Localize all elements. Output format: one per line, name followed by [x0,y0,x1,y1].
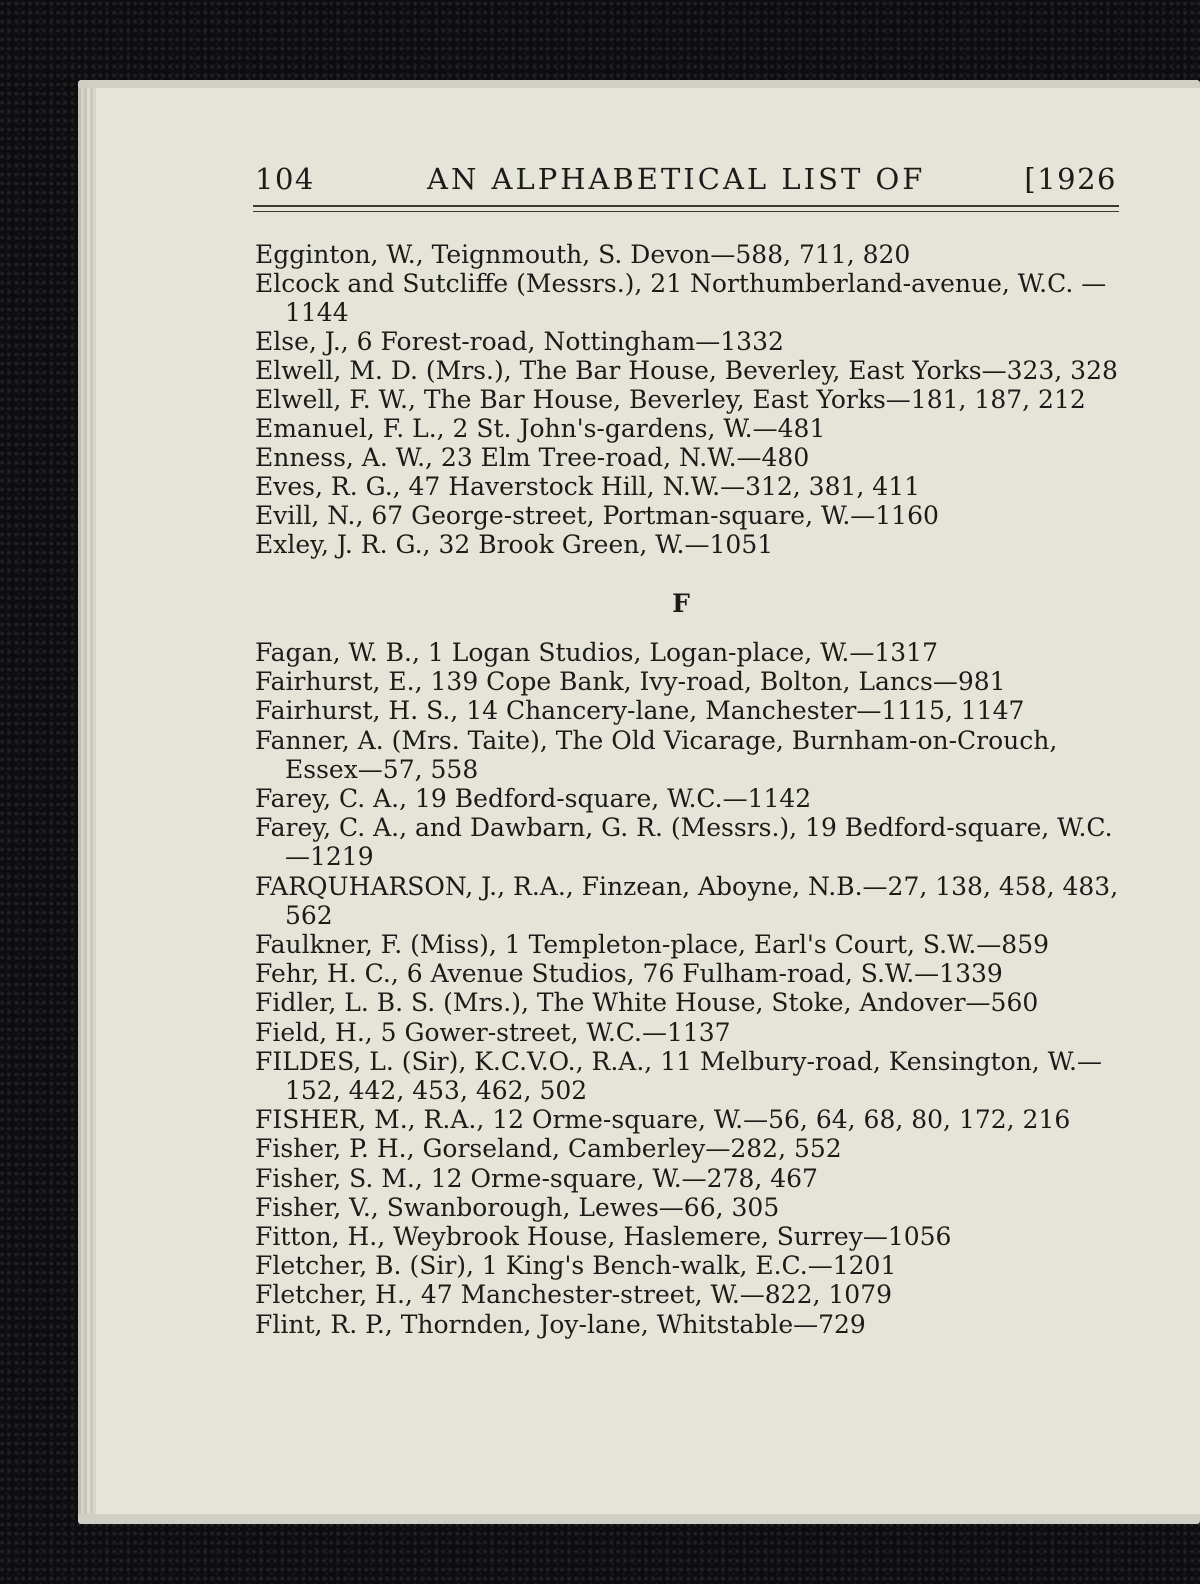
list-item: Farey, C. A., 19 Bedford-square, W.C.—1142 [255,784,812,814]
list-item: Else, J., 6 Forest-road, Nottingham—1332 [255,327,784,356]
list-item: Fanner, A. (Mrs. Taite), The Old Vicarage, Burnham-on-Crouch, Essex—57, 558 [255,725,1058,784]
list-item: Faulkner, F. (Miss), 1 Templeton-place, Earl's Court, S.W.—859 [255,930,1050,960]
list-item: Fisher, P. H., Gorseland, Camberley—282, 552 [255,1134,842,1164]
list-item: Fairhurst, E., 139 Cope Bank, Ivy-road, Bolton, Lancs—981 [255,667,1006,697]
list-item: Fidler, L. B. S. (Mrs.), The White House, Stoke, Andover—560 [255,988,1039,1018]
list-item: Fletcher, H., 47 Manchester-street, W.—822, 1079 [255,1280,893,1310]
list-item: Eves, R. G., 47 Haverstock Hill, N.W.—312, 381, 411 [255,472,921,501]
header-rule [253,205,1119,207]
list-item: Fairhurst, H. S., 14 Chancery-lane, Manchester—1115, 1147 [255,696,1025,726]
directory-list [255,240,1135,1339]
list-item: Elwell, F. W., The Bar House, Beverley, East Yorks—181, 187, 212 [255,385,1086,414]
list-item: Field, H., 5 Gower-street, W.C.—1137 [255,1017,731,1047]
section-heading-f: F [672,589,690,618]
list-item: FISHER, M., R.A., 12 Orme-square, W.—56, 64, 68, 80, 172, 216 [255,1105,1071,1135]
list-item: Exley, J. R. G., 32 Brook Green, W.—1051 [255,530,774,559]
list-item: Fagan, W. B., 1 Logan Studios, Logan-place, W.—1317 [255,638,938,667]
list-item: Enness, A. W., 23 Elm Tree-road, N.W.—480 [255,443,810,472]
page-number: 104 [255,162,315,196]
list-item: Emanuel, F. L., 2 St. John's-gardens, W.—481 [255,414,826,443]
list-item: Flint, R. P., Thornden, Joy-lane, Whitstable—729 [255,1309,866,1339]
list-item: Farey, C. A., and Dawbarn, G. R. (Messrs.), 19 Bedford-square, W.C.—1219 [255,813,1113,872]
section-f-entries [255,638,1135,1339]
list-item: FARQUHARSON, J., R.A., Finzean, Aboyne, N.B.—27, 138, 458, 483, 562 [255,871,1119,930]
section-e-entries [255,240,1135,559]
list-item: Evill, N., 67 George-street, Portman-square, W.—1160 [255,501,939,530]
list-item: Elcock and Sutcliffe (Messrs.), 21 Northumberland-avenue, W.C. —1144 [255,269,1107,327]
list-item: FILDES, L. (Sir), K.C.V.O., R.A., 11 Melbury-road, Kensington, W.—152, 442, 453, 462, 502 [255,1046,1102,1106]
header-rule-thin [253,211,1119,212]
list-item: Fletcher, B. (Sir), 1 King's Bench-walk, E.C.—1201 [255,1251,897,1281]
list-item: Elwell, M. D. (Mrs.), The Bar House, Beverley, East Yorks—323, 328 [255,356,1118,385]
running-title: AN ALPHABETICAL LIST OF [427,162,926,196]
list-item: Fisher, V., Swanborough, Lewes—66, 305 [255,1192,780,1222]
list-item: Fehr, H. C., 6 Avenue Studios, 76 Fulham-road, S.W.—1339 [255,959,1003,989]
year-marker: [1926 [1024,162,1117,196]
list-item: Fisher, S. M., 12 Orme-square, W.—278, 467 [255,1163,818,1193]
list-item: Fitton, H., Weybrook House, Haslemere, Surrey—1056 [255,1222,952,1252]
page-header [255,162,1117,204]
list-item: Egginton, W., Teignmouth, S. Devon—588, 711, 820 [255,240,911,269]
